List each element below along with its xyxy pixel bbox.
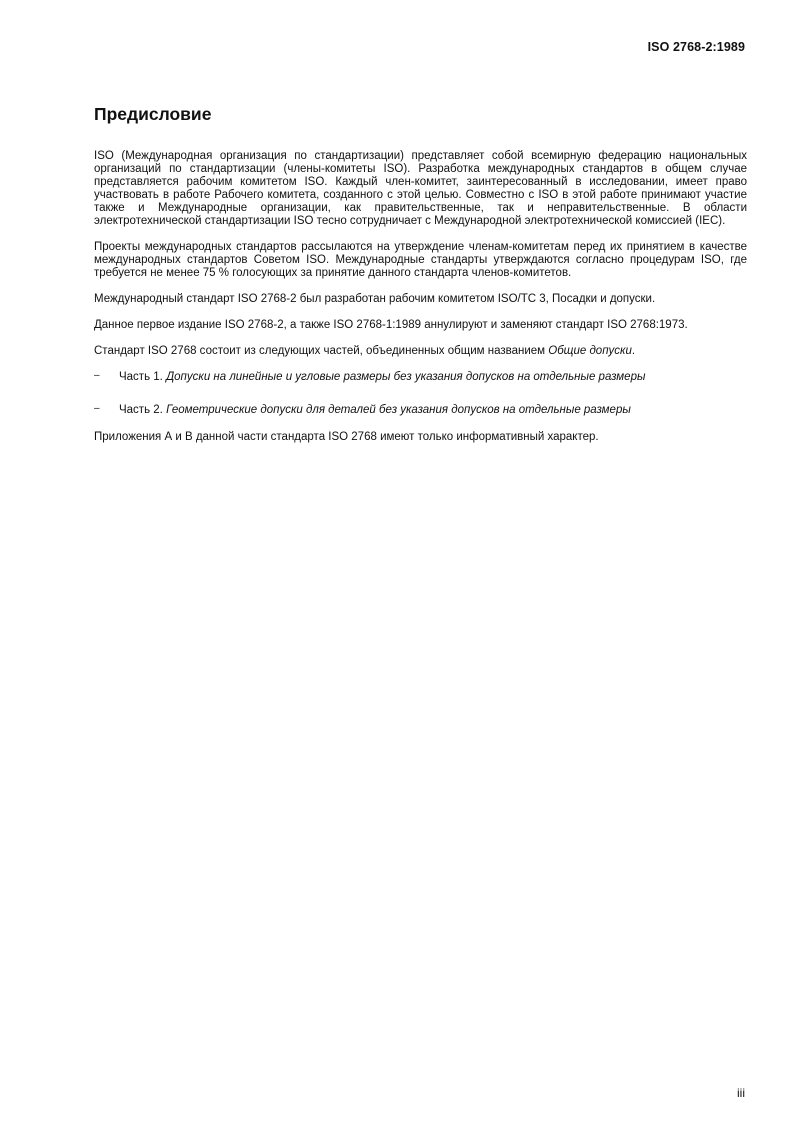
paragraph-iso-intro: ISO (Международная организация по стандартизации) представляет собой всемирную федерацию национальных организаций по стандартизации (члены-комитеты ISO). Разработка международных стандартов в общем случае представляется рабочим комитетом ISO. Каждый член-комитет, заинтересованный в исследовании, имеет право участвовать в работе Рабочего комитета, созданного с этой целью. Совместно с ISO в этой работе принимают участие также и Международные организации, как правительственные, так и неправительственные. В области электротехнической стандартизации ISO тесно сотрудничает с Международной электротехнической комиссией (IEC).	[94, 150, 747, 227]
page-number: iii	[737, 1086, 745, 1100]
parts-intro-end: .	[631, 345, 636, 357]
paragraph-draft-approval: Проекты международных стандартов рассылаются на утверждение членам-комитетам перед их принятием в качестве международных стандартов Советом ISO. Международные стандарты утверждаются согласно процедурам ISO, где требуется не менее 75 % голосующих за принятие данного стандарта членов-комитетов.	[94, 241, 747, 279]
dash-bullet: –	[94, 370, 100, 381]
page-title: Предисловие	[94, 104, 212, 124]
parts-intro-text: Стандарт ISO 2768 состоит из следующих частей, объединенных общим названием	[94, 345, 549, 357]
part-title: Допуски на линейные и угловые размеры без указания допусков на отдельные размеры	[166, 371, 646, 383]
list-item	[94, 371, 747, 384]
part-prefix: Часть 2.	[119, 404, 167, 416]
paragraph-annex-note: Приложения А и В данной части стандарта ISO 2768 имеют только информативный характер.	[94, 431, 599, 443]
standard-number: ISO 2768-2:1989	[647, 40, 745, 54]
paragraph-edition: Данное первое издание ISO 2768-2, а также ISO 2768-1:1989 аннулируют и заменяют стандарт ISO 2768:1973.	[94, 319, 688, 331]
part-title: Геометрические допуски для деталей без указания допусков на отдельные размеры	[166, 404, 631, 416]
parts-intro-title: Общие допуски	[548, 345, 632, 357]
foreword-section	[94, 104, 747, 457]
parts-list	[94, 371, 747, 417]
paragraph-parts-intro	[94, 345, 747, 358]
part-prefix: Часть 1.	[119, 371, 167, 383]
paragraph-technical-committee: Международный стандарт ISO 2768-2 был разработан рабочим комитетом ISO/TC 3, Посадки и допуски.	[94, 293, 656, 305]
list-item	[94, 404, 747, 417]
dash-bullet: –	[94, 403, 100, 414]
